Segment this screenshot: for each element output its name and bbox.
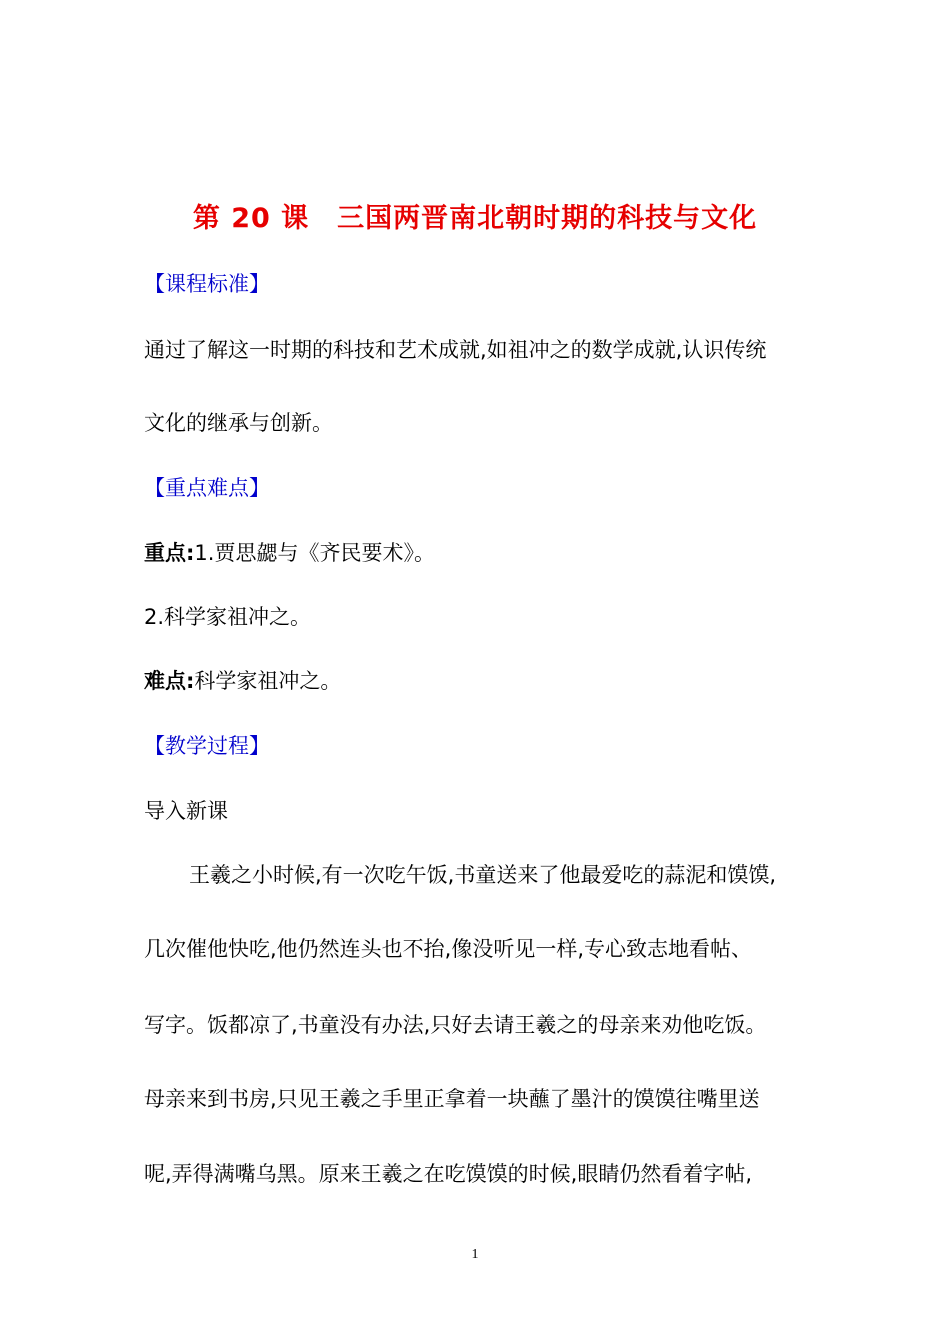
- section-heading-teaching-process: 【教学过程】: [144, 734, 270, 758]
- standard-text-line-2: 文化的继承与创新。: [144, 411, 333, 435]
- paragraph-line-2: 几次催他快吃,他仍然连头也不抬,像没听见一样,专心致志地看帖、: [144, 937, 753, 961]
- difficult-point-text: 科学家祖冲之。: [194, 669, 342, 693]
- section-heading-key-difficult-points: 【重点难点】: [144, 476, 270, 500]
- paragraph-line-3: 写字。饭都凉了,书童没有办法,只好去请王羲之的母亲来劝他吃饭。: [144, 1013, 767, 1037]
- paragraph-line-4: 母亲来到书房,只见王羲之手里正拿着一块蘸了墨汁的馍馍往嘴里送: [144, 1087, 760, 1111]
- difficult-point-line: [144, 667, 341, 695]
- page-number: 1: [471, 1247, 479, 1262]
- key-point-line-1: [144, 539, 435, 567]
- lesson-title: 第 20 课 三国两晋南北朝时期的科技与文化: [192, 203, 758, 234]
- key-point-item-2: 2.科学家祖冲之。: [144, 605, 312, 629]
- intro-label: 导入新课: [144, 799, 228, 823]
- paragraph-line-1: 王羲之小时候,有一次吃午饭,书童送来了他最爱吃的蒜泥和馍馍,: [189, 863, 777, 887]
- standard-text-line-1: 通过了解这一时期的科技和艺术成就,如祖冲之的数学成就,认识传统: [144, 338, 767, 362]
- paragraph-line-5: 呢,弄得满嘴乌黑。原来王羲之在吃馍馍的时候,眼睛仍然看着字帖,: [144, 1162, 753, 1186]
- key-point-label: 重点:: [144, 541, 195, 565]
- key-point-item-1: 1.贾思勰与《齐民要术》。: [194, 541, 435, 565]
- section-heading-curriculum-standard: 【课程标准】: [144, 272, 270, 296]
- difficult-point-label: 难点:: [144, 669, 195, 693]
